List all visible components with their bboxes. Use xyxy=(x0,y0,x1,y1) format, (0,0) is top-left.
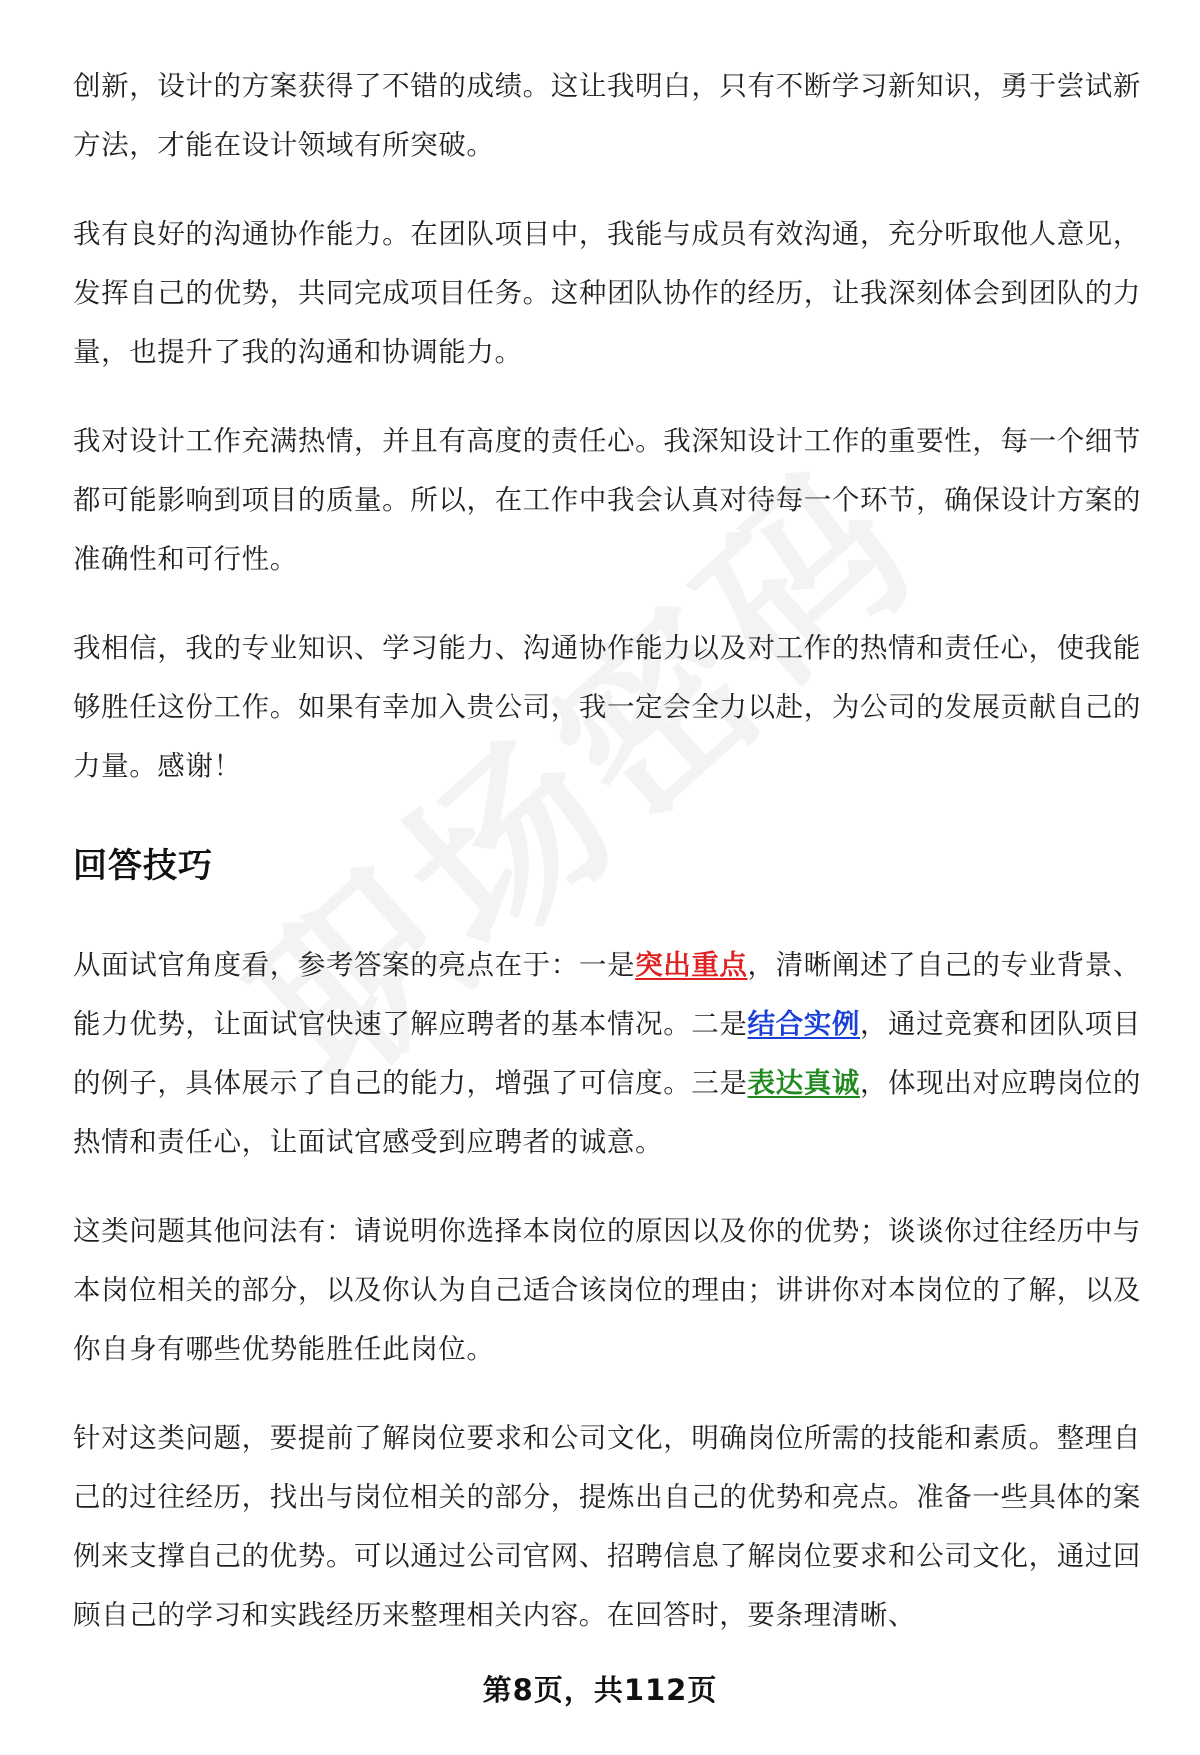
tips-paragraph-3: 针对这类问题，要提前了解岗位要求和公司文化，明确岗位所需的技能和素质。整理自己的过往经历，找出与岗位相关的部分，提炼出自己的优势和亮点。准备一些具体的案例来支撑自己的优势。可以通过公司官网、招聘信息了解岗位要求和公司文化，通过回顾自己的学习和实践经历来整理相关内容。在回答时，要条理清晰、 xyxy=(73,1422,1141,1631)
page-number-footer: 第8页，共112页 xyxy=(482,1673,718,1707)
section-heading: 回答技巧 xyxy=(73,846,213,886)
tips-paragraph-1 xyxy=(73,936,1141,1172)
highlight-sincerity: 表达真诚 xyxy=(747,1067,860,1099)
answer-paragraph-1: 创新，设计的方案获得了不错的成绩。这让我明白，只有不断学习新知识，勇于尝试新方法，才能在设计领域有所突破。 xyxy=(73,70,1141,161)
page-content xyxy=(73,57,1141,1675)
tips-text-d: ，体现出对应聘岗位的热情和责任心，让面试官感受到应聘者的诚意。 xyxy=(73,1067,1141,1158)
tips-text-b: ，清晰阐述了自己的专业背景、能力优势，让面试官快速了解应聘者的基本情况。二是 xyxy=(73,949,1141,1040)
highlight-key-points: 突出重点 xyxy=(635,949,748,981)
answer-paragraph-2: 我有良好的沟通协作能力。在团队项目中，我能与成员有效沟通，充分听取他人意见，发挥自己的优势，共同完成项目任务。这种团队协作的经历，让我深刻体会到团队的力量，也提升了我的沟通和协调能力。 xyxy=(73,218,1141,368)
tips-text-a: 从面试官角度看，参考答案的亮点在于：一是 xyxy=(73,949,636,981)
highlight-examples: 结合实例 xyxy=(747,1008,860,1040)
tips-text-c: ，通过竞赛和团队项目的例子，具体展示了自己的能力，增强了可信度。三是 xyxy=(73,1008,1141,1099)
tips-paragraph-2: 这类问题其他问法有：请说明你选择本岗位的原因以及你的优势；谈谈你过往经历中与本岗位相关的部分，以及你认为自己适合该岗位的理由；讲讲你对本岗位的了解，以及你自身有哪些优势能胜任此岗位。 xyxy=(73,1215,1141,1365)
answer-paragraph-3: 我对设计工作充满热情，并且有高度的责任心。我深知设计工作的重要性，每一个细节都可能影响到项目的质量。所以，在工作中我会认真对待每一个环节，确保设计方案的准确性和可行性。 xyxy=(73,425,1141,575)
answer-paragraph-4: 我相信，我的专业知识、学习能力、沟通协作能力以及对工作的热情和责任心，使我能够胜任这份工作。如果有幸加入贵公司，我一定会全力以赴，为公司的发展贡献自己的力量。感谢！ xyxy=(73,632,1141,782)
